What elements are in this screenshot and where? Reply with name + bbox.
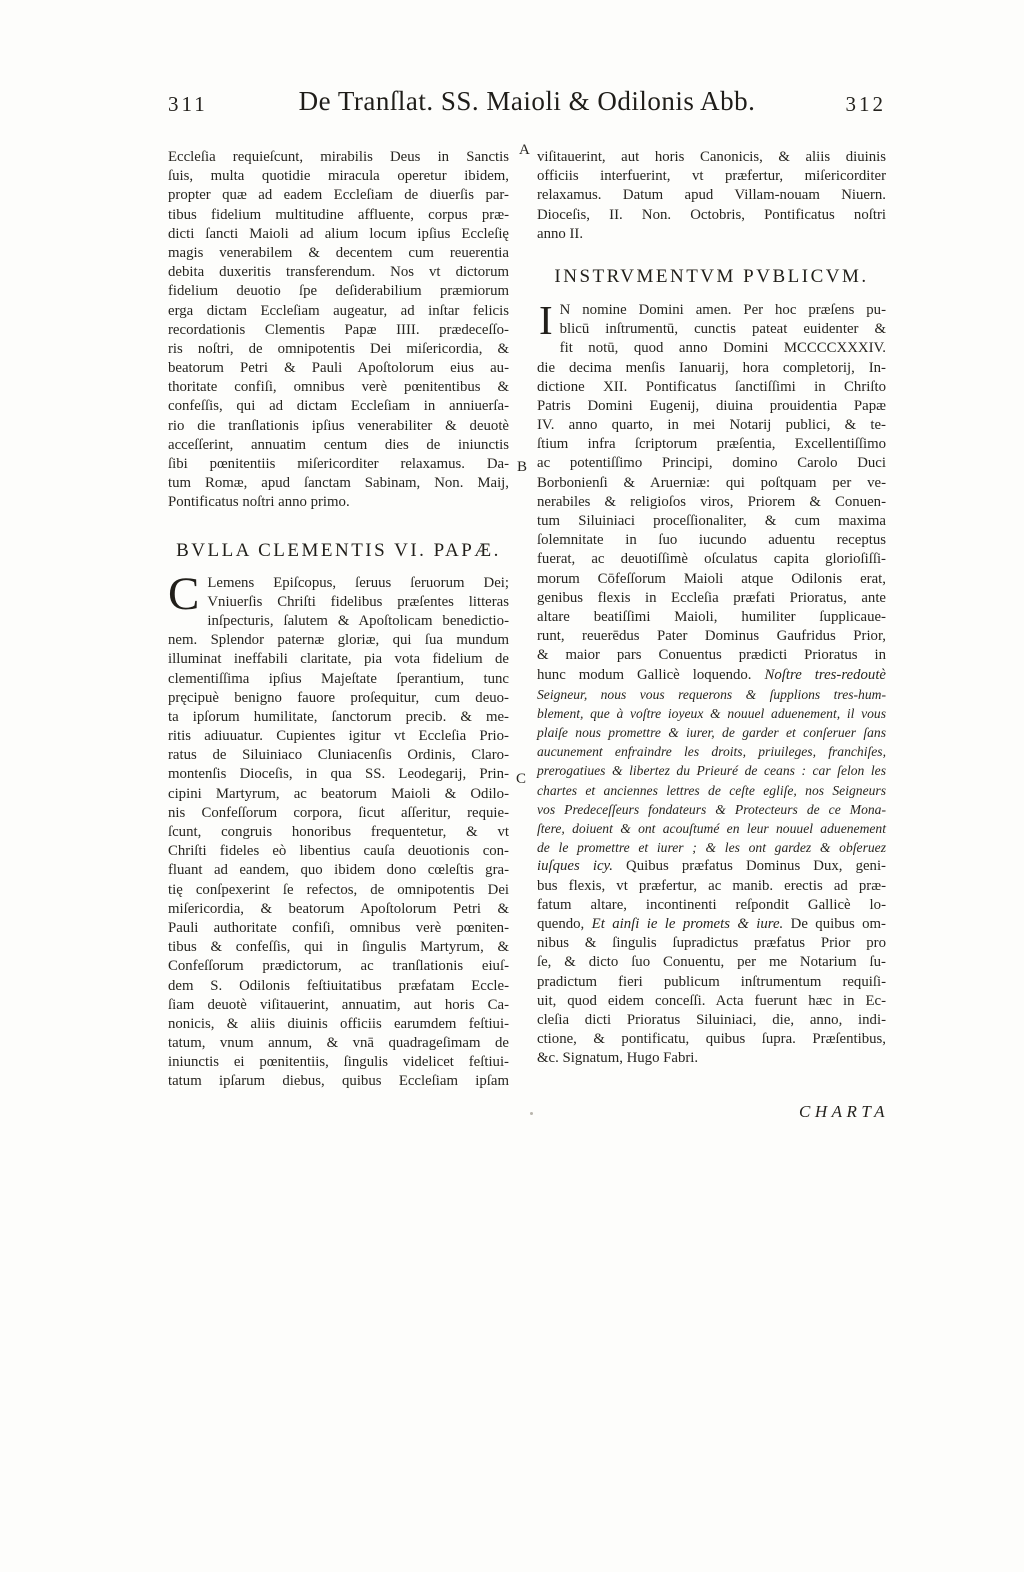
text-line: hunc modum Gallicè loquendo. Noſtre tres-redoutè (537, 666, 886, 683)
text-line: fit notū, quod anno Domini MCCCCXXXIV. (559, 340, 886, 357)
text-line: ritis adiuuatur. Cupientes igitur vt Eccleſia Prio- (168, 728, 509, 745)
paragraph-lines (537, 296, 886, 1069)
text-line: iniunctis ei pœnitentiis, ſingulis videlicet feſtiui- (168, 1054, 509, 1071)
catchword: CHARTA (799, 1102, 889, 1121)
text-line: tum Siluiniaci proceſſionaliter, & cum maxima (537, 513, 886, 529)
text-line: Borbonienſi & Aruerniæ: qui poſtquam per ve- (537, 474, 886, 491)
left-column (168, 148, 509, 1092)
text-line: cleſia dicti Prioratus Siluiniaci, die, anno, indi- (537, 1011, 886, 1028)
text-line: &c. Signatum, Hugo Fabri. (537, 1050, 699, 1067)
text-line: de le promettre et iurer ; & les ont gardez & obſeruez (537, 840, 886, 856)
page-header (168, 86, 886, 124)
text-line: fuerat, ac deuotiſſimè oſculatus capita glorioſiſſi- (537, 551, 886, 568)
text-line: Dioceſis, II. Non. Octobris, Pontificatus noſtri (537, 206, 886, 223)
text-line: altare beatiſſimi Maioli, humiliter ſupplicaue- (537, 608, 886, 625)
text-line: ac potentiſſimo Principi, domino Carolo Duci (537, 455, 886, 472)
text-line: recordationis Clementis Papæ IIII. prædeceſſo- (168, 321, 509, 338)
text-line: dem S. Odilonis feſtiuitatibus præfatam Eccle- (168, 977, 509, 994)
text-line: Chriſti fideles eò libentius cauſa deuotionis con- (168, 843, 509, 860)
drop-cap-c: C (168, 567, 200, 620)
text-line: ſtium infra ſcriptorum præſentia, Excellentiſſimo (537, 436, 886, 453)
text-line: tię conſpexerint ſe refectos, de omnipotentis Dei (168, 881, 509, 898)
left-paragraph-2 (168, 567, 509, 1092)
text-line: ſe, & dicto ſuo Conuentu, per me Notarium ſu- (537, 954, 886, 971)
text-line: pradictum fieri publicum inſtrumentum requiſi- (537, 973, 886, 990)
text-line: ſibi pœnitentiis miſericorditer relaxamus. Da- (168, 456, 509, 472)
text-line: ſolemnitate in ſuo iucundo aduentu receptus (537, 532, 886, 549)
text-line: Pauli authoritate confiſi, omnibus verè pœniten- (168, 919, 509, 936)
text-line: tatum ipſarum diebus, quibus Eccleſiam ipſam (168, 1073, 509, 1090)
text-line: ſuis, multa quotidie miracula operetur ibidem, (168, 168, 509, 185)
text-line: confeſſis, qui ad dictam Eccleſiam in anniuerſa- (168, 398, 509, 415)
text-line: Patris Domini Eugenij, diuina prouidentia Papæ (537, 397, 886, 414)
left-paragraph-1 (168, 148, 509, 513)
text-line: ctione, & pontificatu, quibus ſupra. Præſentibus, (537, 1031, 886, 1048)
running-title: De Tranſlat. SS. Maioli & Odilonis Abb. (298, 86, 756, 116)
text-line: Seigneur, nous vous requerons & ſupplions tres-hum- (537, 686, 886, 702)
text-line: nis Confeſſorum corpora, ſicut aſſeritur, requie- (168, 804, 509, 821)
text-line: fidelium deuotio ſpe deſiderabilium præmiorum (168, 283, 509, 300)
text-line: rio die tranſlationis ipſius venerabiliter & deuotè (168, 417, 509, 434)
right-paragraph-1 (537, 148, 886, 244)
right-column (537, 148, 886, 1068)
text-line: Pontificatus noſtri anno primo. (168, 494, 350, 511)
text-line: bus flexis, vt præfertur, ac manib. erectis ad præ- (537, 877, 886, 894)
text-line: nibus & ſingulis ſupradictus præfatus Prior pro (537, 935, 886, 952)
text-line: acceſſerint, annuatim centum dies de iniunctis (168, 436, 509, 453)
text-line: uit, quod eidem conceſſi. Acta fuerunt hæc in Ec- (537, 992, 886, 1009)
text-line: ratus de Siluiniaco Cluniacenſis Ordinis, Claro- (168, 747, 509, 764)
margin-letter-c: C (516, 771, 527, 787)
text-line: ſtere, doiuent & ont acouſtumé en leur nouuel aduenement (537, 821, 886, 836)
text-line: morum Cōfeſſorum Maioli atque Odilonis erat, (537, 570, 886, 587)
text-line: iuſques icy. Quibus præfatus Dominus Dux, geni- (537, 858, 886, 875)
text-line: prerogatiues & libertez du Prieuré de ceans : car ſelon les (537, 763, 886, 779)
paragraph-lines (537, 148, 886, 244)
page-number-right: 312 (845, 92, 886, 116)
text-line: tatum, vnum annum, & vnā quadrageſimam de (168, 1035, 509, 1052)
right-paragraph-2 (537, 296, 886, 1069)
text-line: fluant ad eandem, quo ibidem dono cœleſtis gra- (168, 862, 509, 879)
text-line: beatorum Petri & Pauli Apoſtolorum eius au- (168, 360, 509, 377)
text-line: cipini Martyrum, ac beatorum Maioli & Odilo- (168, 785, 509, 802)
text-line: inſpecturis, ſalutem & Apoſtolicam benedictio- (207, 612, 509, 629)
instrumentum-heading: INSTRVMENTVM PVBLICVM. (554, 265, 869, 287)
text-line: Eccleſia requieſcunt, mirabilis Deus in Sanctis (168, 149, 509, 165)
text-line: anno II. (537, 225, 584, 242)
text-line: aucunement enfraindre les droits, priuileges, franchiſes, (537, 744, 886, 760)
margin-letter-b: B (517, 459, 528, 475)
text-line: erga dictam Eccleſiam augeatur, ad inſtar felicis (168, 302, 509, 319)
text-line: die decima menſis Ianuarij, hora completorij, In- (537, 359, 886, 376)
text-line: ta ipſorum humilitate, ſanctorum precib. & me- (168, 708, 509, 725)
text-line: quendo, Et ainſi ie le promets & iure. De quibus om- (537, 915, 886, 932)
text-line: N nomine Domini amen. Per hoc præſens pu- (559, 301, 886, 318)
text-line: dicti ſancti Maioli ad alium locum ipſius Eccleſię (168, 225, 509, 242)
text-line: blement, que à voſtre ioyeux & nouuel aduenement, il vous (537, 705, 886, 721)
text-line: nonicis, & aliis diuinis officiis earumdem feſtiui- (168, 1015, 509, 1032)
text-line: Lemens Epiſcopus, ſeruus ſeruorum Dei; (207, 574, 509, 591)
margin-letter-a: A (519, 142, 530, 158)
drop-cap-i: I (539, 296, 553, 343)
page-number-left: 311 (168, 92, 208, 116)
text-line: IV. anno quarto, in mei Notarij publici, & te- (537, 417, 886, 434)
text-line: pręcipuè benigno fauore proſequitur, cum deuo- (168, 689, 509, 706)
text-line: tibus & confeſſis, qui in ſingulis Martyrum, & (168, 939, 509, 956)
text-line: ſcunt, congruis honoribus frequentetur, & vt (168, 824, 509, 840)
text-line: officiis interfuerint, vt præfertur, miſericorditer (537, 168, 886, 185)
text-line: magis venerabilem & decentem cum reuerentia (168, 244, 509, 261)
text-line: genibus flexis in Eccleſia præfati Prioratus, ante (537, 589, 886, 606)
text-line: miſericordia, & beatorum Apoſtolorum Petri & (168, 900, 509, 917)
text-line: illuminat ineffabili claritate, pia vota fidelium de (168, 651, 509, 668)
text-line: clementiſſima ipſius Majeſtate ſperantium, tunc (168, 670, 509, 687)
bulla-heading: BVLLA CLEMENTIS VI. PAPÆ. (176, 539, 501, 561)
text-line: Confeſſorum prædictorum, ac tranſlationis eiuſ- (168, 958, 509, 975)
text-line: ſiam deuotè viſitauerint, annuatim, aut horis Ca- (168, 996, 509, 1013)
text-line: fatum altare, incontinenti reſpondit Gallicè lo- (537, 896, 886, 913)
text-line: propter quæ ad eadem Eccleſiam de diuerſis par- (168, 187, 509, 204)
text-line: vos Predeceſſeurs fondateurs & Protecteurs de ce Mona- (537, 801, 886, 817)
text-line: ris noſtri, de omnipotentis Dei miſericordia, & (168, 340, 509, 357)
text-line: chartes et anciennes lettres de ceſte egliſe, nos Seigneurs (537, 782, 886, 798)
scan-speck (530, 1112, 533, 1115)
text-line: plaiſe nous promettre & iurer, de garder et conſeruer ſans (537, 725, 886, 741)
text-line: blicū inſtrumentū, cunctis pateat euidenter & (559, 321, 886, 338)
text-line: thoritate confiſi, omnibus verè pœnitentibus & (168, 379, 509, 396)
text-line: runt, reuerēdus Pater Dominus Gaufridus Prior, (537, 628, 886, 645)
text-line: relaxamus. Datum apud Villam-nouam Niuern. (537, 187, 886, 204)
text-line: Vniuerſis Chriſti fidelibus præſentes litteras (207, 593, 509, 610)
text-line: tum Romæ, apud ſanctam Sabinam, Non. Maij, (168, 475, 509, 492)
text-line: debita duxeritis transferendum. Nos vt dictorum (168, 264, 509, 281)
text-line: tibus fidelium multitudine affluente, corpus præ- (168, 206, 509, 223)
text-line: dictione XII. Pontificatus ſanctiſſimi in Chriſto (537, 378, 886, 395)
text-line: montenſis Dioceſis, in qua SS. Leodegarij, Prin- (168, 766, 509, 783)
paragraph-lines (168, 148, 509, 513)
text-line: & maior pars Conuentus prædicti Prioratus in (537, 647, 886, 664)
text-line: viſitauerint, aut horis Canonicis, & aliis diuinis (537, 149, 886, 165)
text-line: nerabiles & religioſos viros, Priorem & Conuen- (537, 493, 886, 510)
paragraph-lines (168, 567, 509, 1092)
text-line: nem. Splendor paternæ gloriæ, qui ſua mundum (168, 632, 509, 649)
